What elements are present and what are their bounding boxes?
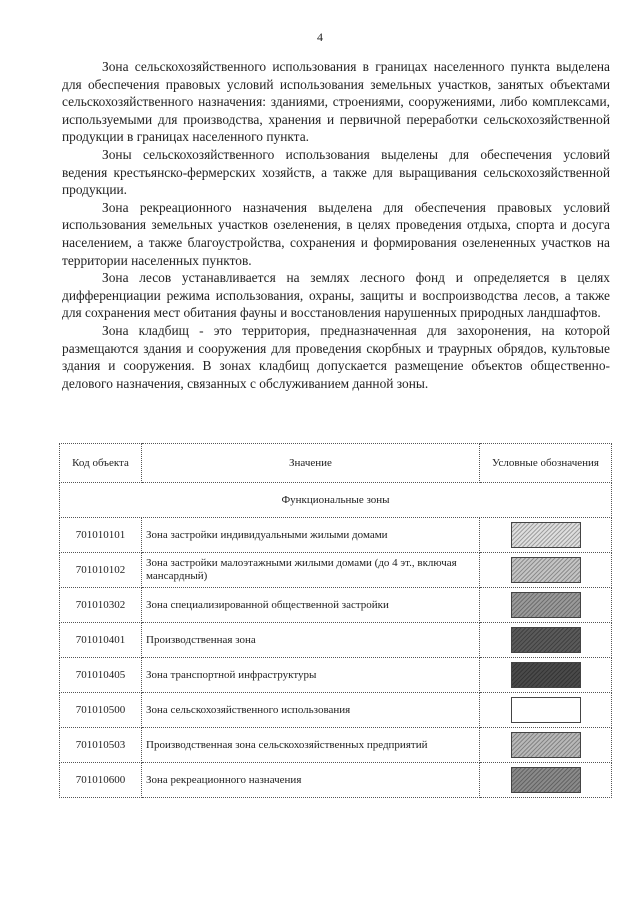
zone-symbol-cell xyxy=(480,518,612,553)
zone-symbol-cell xyxy=(480,553,612,588)
table-row xyxy=(60,728,612,763)
table-row xyxy=(60,588,612,623)
zone-swatch xyxy=(511,592,581,618)
zone-symbol-cell xyxy=(480,588,612,623)
paragraph-recreational-zone: Зона рекреационного назначения выделена для обеспечения правовых условий использования земельных участков озеленения, в целях проведения отдыха, спорта и досуга населением, а также благоустройства, сохранения и формирования озелененных участков на территории населенных пунктов. xyxy=(62,199,610,268)
zone-name: Зона застройки малоэтажными жилыми домами (до 4 эт., включая мансардный) xyxy=(142,553,480,588)
paragraph-agricultural-zone: Зона сельскохозяйственного использования в границах населенного пункта выделена для обеспечения правовых условий использования земельных участков, занятых объектами сельскохозяйственного назначения: зданиями, строениями, сооружениями, либо комплексами, используемыми для производства, хранения и первичной переработки сельскохозяйственной продукции в границах населенного пункта. xyxy=(62,59,610,145)
zone-code: 701010600 xyxy=(60,763,142,798)
zone-symbol-cell xyxy=(480,623,612,658)
zone-name: Производственная зона xyxy=(142,623,480,658)
zone-swatch xyxy=(511,522,581,548)
paragraph-forest-zone: Зона лесов устанавливается на землях лесного фонд и определяется в целях дифференциации режима использования, охраны, защиты и воспроизводства лесов, а также для сохранения мест обитания фауны и восстановления нарушенных природных ландшафтов. xyxy=(62,270,610,321)
table-row xyxy=(60,553,612,588)
page-number: 4 xyxy=(317,30,323,44)
paragraph-cemetery-zone: Зона кладбищ - это территория, предназначенная для захоронения, на которой размещаются здания и сооружения для проведения скорбных и траурных обрядов, культовые здания и сооружения. В зонах кладбищ допускается размещение объектов общественно-делового назначения, связанных с обслуживанием данной зоны. xyxy=(62,322,610,391)
table-header-row xyxy=(60,444,612,483)
table-row xyxy=(60,623,612,658)
table-row xyxy=(60,658,612,693)
zone-code: 701010302 xyxy=(60,588,142,623)
zone-name: Зона рекреационного назначения xyxy=(142,763,480,798)
paragraph-agricultural-zones-purpose: Зоны сельскохозяйственного использования выделены для обеспечения условий ведения крестьянско-фермерских хозяйств, а также для выращивания сельскохозяйственной продукции. xyxy=(62,146,610,198)
header-symbol: Условные обозначения xyxy=(480,444,612,483)
zone-code: 701010405 xyxy=(60,658,142,693)
functional-zones-table xyxy=(59,443,612,798)
zone-swatch xyxy=(511,557,581,583)
zone-name: Зона специализированной общественной застройки xyxy=(142,588,480,623)
header-code: Код объекта xyxy=(60,444,142,483)
zone-swatch xyxy=(511,662,581,688)
zone-code: 701010102 xyxy=(60,553,142,588)
section-title: Функциональные зоны xyxy=(60,483,612,518)
section-row xyxy=(60,483,612,518)
zone-code: 701010500 xyxy=(60,693,142,728)
header-value: Значение xyxy=(142,444,480,483)
zone-name: Зона сельскохозяйственного использования xyxy=(142,693,480,728)
zone-swatch xyxy=(511,627,581,653)
zone-name: Зона застройки индивидуальными жилыми домами xyxy=(142,518,480,553)
zone-code: 701010101 xyxy=(60,518,142,553)
zone-code: 701010401 xyxy=(60,623,142,658)
zone-symbol-cell xyxy=(480,763,612,798)
zone-swatch xyxy=(511,732,581,758)
table-row xyxy=(60,763,612,798)
zone-symbol-cell xyxy=(480,693,612,728)
table-row xyxy=(60,693,612,728)
zone-code: 701010503 xyxy=(60,728,142,763)
zone-symbol-cell xyxy=(480,728,612,763)
zone-name: Производственная зона сельскохозяйственных предприятий xyxy=(142,728,480,763)
zone-symbol-cell xyxy=(480,658,612,693)
body-text xyxy=(62,58,610,392)
zone-swatch xyxy=(511,697,581,723)
table-row xyxy=(60,518,612,553)
zone-swatch xyxy=(511,767,581,793)
zone-name: Зона транспортной инфраструктуры xyxy=(142,658,480,693)
